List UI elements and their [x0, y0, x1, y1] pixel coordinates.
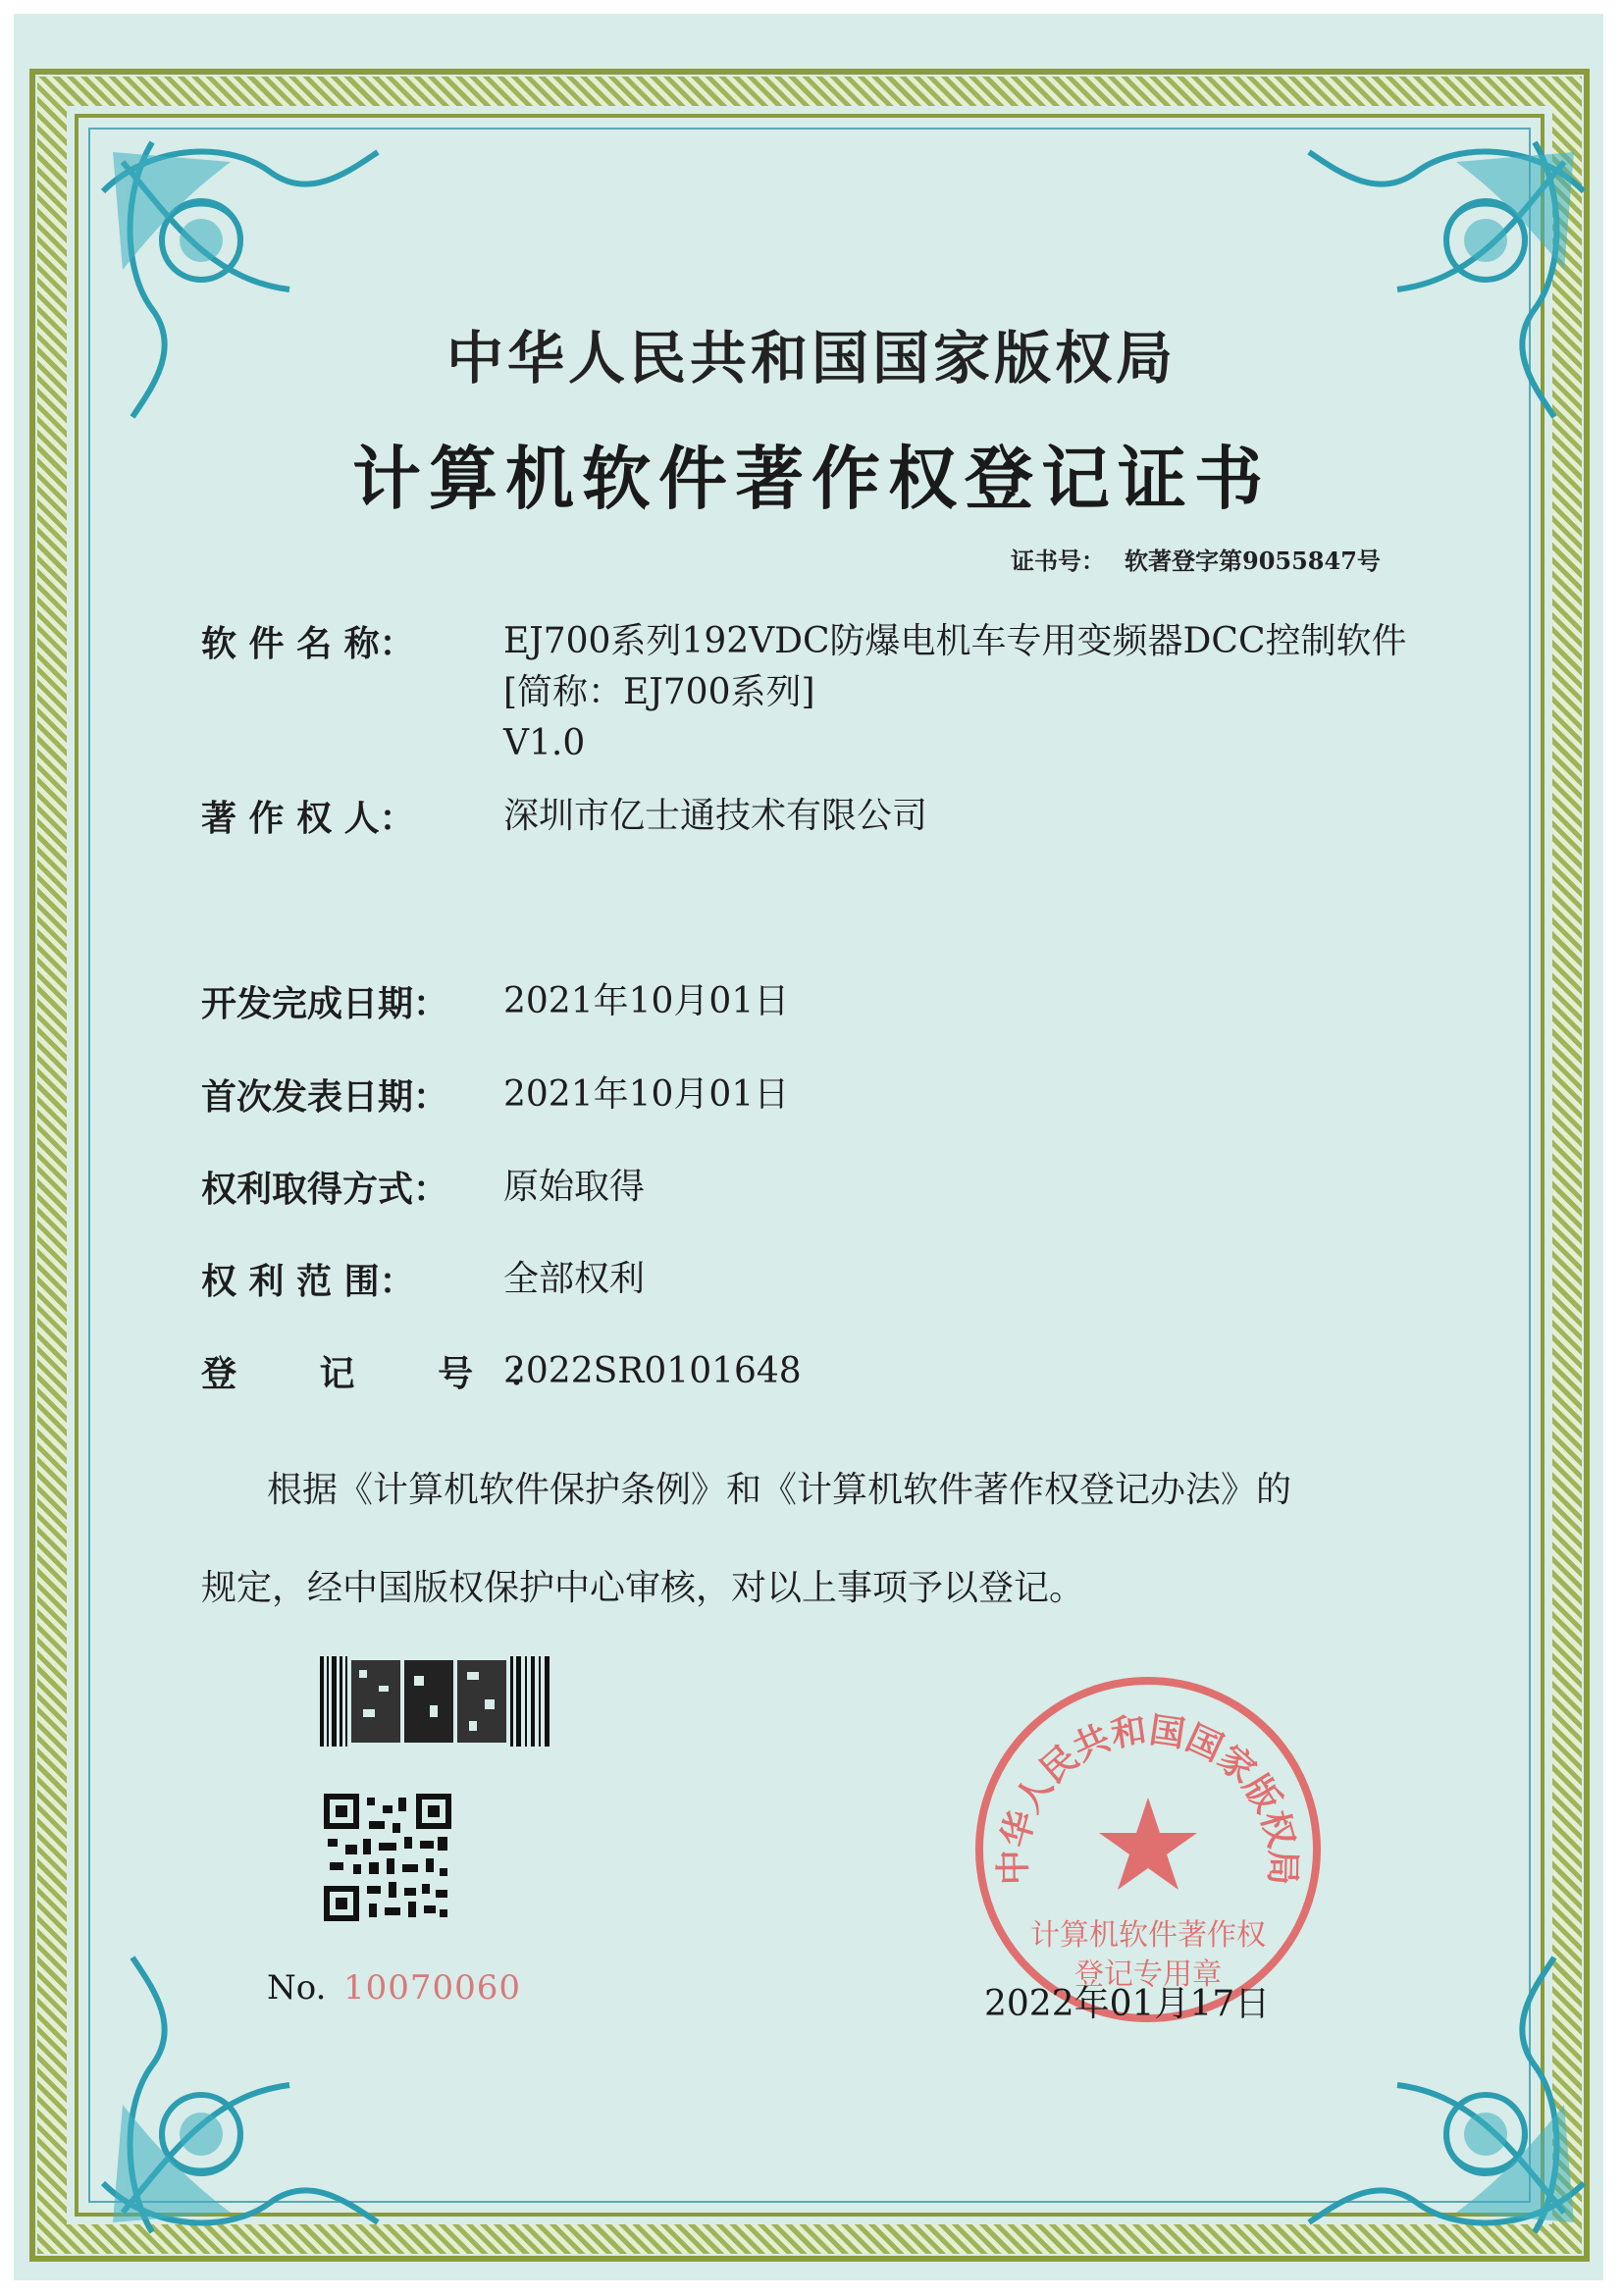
field-label: 权 利 范 围：	[201, 1261, 415, 1302]
seal-ring-text: 中华人民共和国国家版权局	[993, 1710, 1303, 1886]
software-name-line: EJ700系列192VDC防爆电机车专用变频器DCC控制软件	[503, 621, 1407, 661]
seal-line-1: 计算机软件著作权	[1030, 1918, 1266, 1953]
certificate-number-label: 证书号：	[1011, 547, 1105, 575]
field-value	[503, 791, 927, 842]
publication-date: 2021年10月01日	[503, 1074, 790, 1115]
serial-number-label: No.	[267, 1968, 327, 2008]
issuer-title: 中华人民共和国国家版权局	[445, 325, 1177, 391]
qr-code	[324, 1794, 451, 1921]
field-value	[503, 1254, 645, 1305]
certificate-number	[1011, 542, 1381, 576]
seal-line-2: 登记专用章	[1074, 1957, 1222, 1992]
registration-number: 2022SR0101648	[503, 1351, 802, 1391]
statement-line-1: 根据《计算机软件保护条例》和《计算机软件著作权登记办法》的	[267, 1470, 1292, 1510]
certificate-number-value: 软著登字第9055847号	[1125, 547, 1381, 575]
field-label: 登 记 号：	[201, 1353, 580, 1394]
corner-ornament-bottom-right	[1299, 1948, 1594, 2242]
statement-line-2: 规定，经中国版权保护中心审核，对以上事项予以登记。	[201, 1568, 1085, 1608]
field-label: 软 件 名 称：	[201, 623, 415, 664]
field-label: 开发完成日期：	[201, 983, 449, 1024]
field-label: 著 作 权 人：	[201, 798, 415, 839]
field-label: 权利取得方式：	[201, 1169, 449, 1210]
rights-scope: 全部权利	[503, 1259, 646, 1299]
barcode	[320, 1656, 551, 1747]
software-short-name-line: [简称：EJ700系列]	[503, 672, 815, 712]
field-value	[503, 976, 789, 1027]
development-date: 2021年10月01日	[503, 981, 790, 1021]
field-value	[503, 1346, 802, 1397]
serial-number-value: 10070060	[343, 1968, 522, 2008]
acquisition-method: 原始取得	[503, 1167, 646, 1207]
owner-name: 深圳市亿士通技术有限公司	[503, 796, 928, 836]
software-version-line: V1.0	[503, 723, 586, 763]
field-value	[503, 1070, 789, 1121]
field-value	[503, 616, 1407, 769]
issue-date: 2022年01月17日	[984, 1984, 1271, 2024]
field-label: 首次发表日期：	[201, 1076, 449, 1118]
field-value	[503, 1162, 645, 1213]
certificate-title: 计算机软件著作权登记证书	[352, 438, 1271, 519]
